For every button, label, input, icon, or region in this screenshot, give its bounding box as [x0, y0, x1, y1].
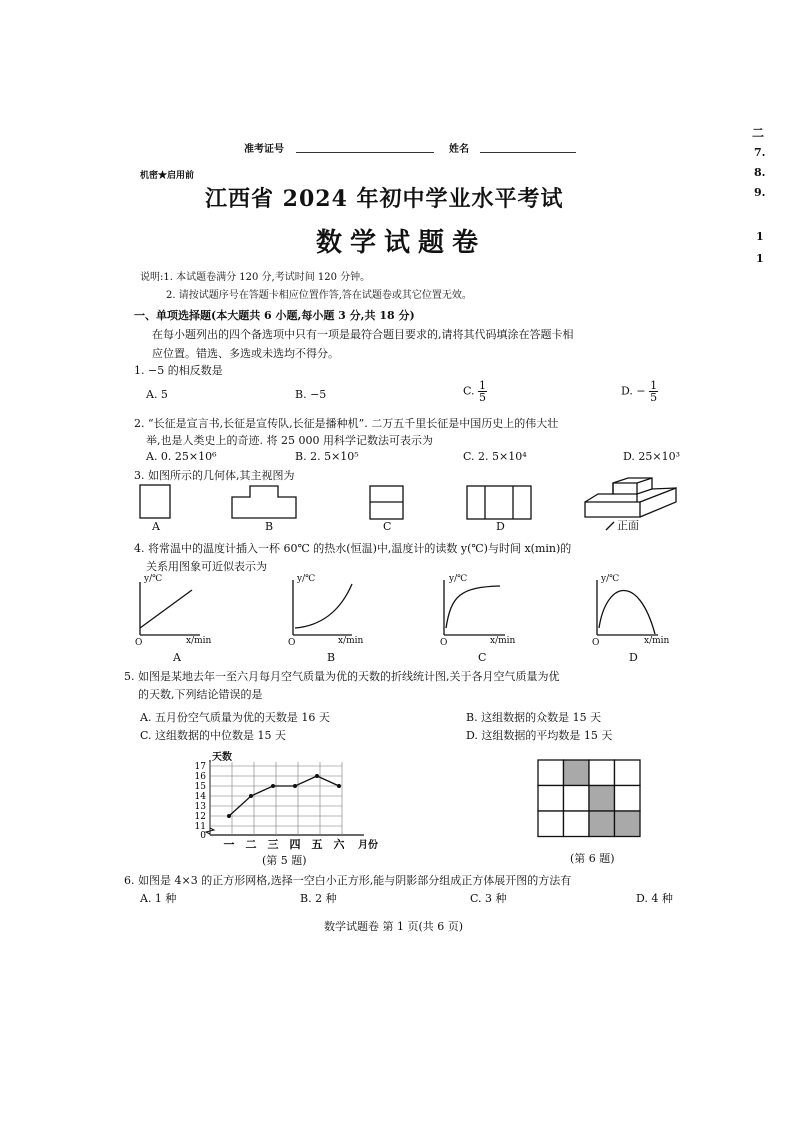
side-text-1: 二 [752, 126, 765, 140]
q6-cell-shaded [589, 811, 615, 837]
q5-option-d: D. 这组数据的平均数是 15 天 [466, 729, 613, 742]
q2-option-d: D. 25×10³ [623, 450, 681, 463]
q6-option-b: B. 2 种 [300, 892, 337, 905]
q6-cell-blank [538, 811, 564, 837]
q4-a-origin: O [135, 638, 143, 648]
q3-front-label: 正面 [617, 519, 639, 532]
section1-desc-1: 在每小题列出的四个备选项中只有一项是最符合题目要求的,请将其代码填涂在答题卡相 [152, 328, 574, 341]
q3-label-d: D [496, 520, 505, 533]
q4-c-ylabel: y/℃ [449, 574, 468, 584]
q5-stem-2: 的天数,下列结论错误的是 [138, 688, 263, 701]
q1-option-a: A. 5 [146, 388, 168, 401]
chart-y-tick-label: 16 [194, 772, 206, 782]
chart-y-tick-label: 12 [194, 812, 206, 822]
name-label: 姓名 [449, 144, 469, 155]
q4-d-origin: O [592, 638, 600, 648]
q1-c-numerator: 1 [479, 379, 487, 392]
q4-b-origin: O [288, 638, 296, 648]
q4-b-ylabel: y/℃ [297, 574, 316, 584]
q4-label-b: B [327, 651, 336, 664]
section1-desc-2: 应位置。错选、多选或未选均不得分。 [152, 347, 339, 360]
chart-x-tick-label: 三 [267, 838, 279, 851]
q6-stem: 6. 如图是 4×3 的正方形网格,选择一空白小正方形,能与阴影部分组成正方体展开图的方法有 [124, 874, 572, 887]
q5-option-b: B. 这组数据的众数是 15 天 [466, 711, 602, 724]
q4-label-d: D [629, 651, 638, 664]
exam-title: 江西省 2024 年初中学业水平考试 [205, 186, 564, 212]
q2-option-b: B. 2. 5×10⁵ [295, 450, 359, 463]
chart-y-tick-label: 17 [194, 762, 206, 772]
q4-a-xlabel: x/min [186, 636, 212, 646]
q1-option-b: B. −5 [295, 388, 327, 401]
q6-cell-shaded [615, 811, 641, 837]
secret-mark: 机密★启用前 [140, 171, 195, 181]
q5-caption: (第 5 题) [262, 854, 307, 867]
instruction-1: 说明:1. 本试题卷满分 120 分,考试时间 120 分钟。 [140, 272, 371, 283]
q2-option-a: A. 0. 25×10⁶ [146, 450, 217, 463]
q6-option-d: D. 4 种 [636, 892, 673, 905]
q3-label-c: C [383, 520, 392, 533]
q6-cell-shaded [564, 760, 590, 786]
side-text-4: 9. [754, 186, 766, 199]
q5-option-a: A. 五月份空气质量为优的天数是 16 天 [140, 711, 330, 724]
q4-c-xlabel: x/min [490, 636, 516, 646]
q6-cell-blank [564, 811, 590, 837]
page-footer: 数学试题卷 第 1 页(共 6 页) [324, 920, 464, 933]
q4-d-ylabel: y/℃ [601, 574, 620, 584]
q1-d-numerator: 1 [650, 379, 658, 392]
side-text-5: 1 [756, 230, 764, 243]
chart-y-tick-label: 0 [200, 831, 206, 841]
q1-c-denominator: 5 [479, 391, 487, 404]
q3-label-a: A [152, 520, 160, 533]
q6-cell-blank [538, 760, 564, 786]
q6-caption: (第 6 题) [570, 852, 615, 865]
q6-option-a: A. 1 种 [140, 892, 177, 905]
side-text-3: 8. [754, 166, 766, 179]
chart-ylabel: 天数 [212, 752, 232, 763]
q6-option-c: C. 3 种 [470, 892, 507, 905]
chart-y-tick-label: 14 [194, 792, 206, 802]
chart-y-tick-label: 13 [194, 802, 206, 812]
q4-stem-1: 4. 将常温中的温度计插入一杯 60℃ 的热水(恒温)中,温度计的读数 y(℃)与时间 x(min)的 [134, 542, 572, 555]
q3-stem: 3. 如图所示的几何体,其主视图为 [134, 469, 295, 482]
chart-y-tick-label: 15 [194, 782, 206, 792]
side-text-2: 7. [754, 146, 766, 159]
side-text-6: 1 [756, 252, 764, 265]
paper-subtitle: 数学试题卷 [316, 228, 487, 258]
q2-option-c: C. 2. 5×10⁴ [463, 450, 527, 463]
q4-label-c: C [478, 651, 487, 664]
exam-id-label: 准考证号 [244, 144, 284, 155]
q6-cell-shaded [589, 786, 615, 812]
q4-stem-2: 关系用图象可近似表示为 [146, 560, 267, 573]
q4-d-xlabel: x/min [644, 636, 670, 646]
q4-c-origin: O [440, 638, 448, 648]
q6-cell-blank [589, 760, 615, 786]
chart-y-tick-label: 11 [194, 822, 206, 832]
q4-label-a: A [173, 651, 181, 664]
q1-option-d-prefix: D. − [621, 384, 646, 398]
q4-b-xlabel: x/min [338, 636, 364, 646]
q5-option-c: C. 这组数据的中位数是 15 天 [140, 729, 287, 742]
q2-stem-2: 举,也是人类史上的奇迹. 将 25 000 用科学记数法可表示为 [146, 434, 433, 447]
q6-cell-blank [538, 786, 564, 812]
chart-x-tick-label: 六 [333, 838, 345, 851]
chart-x-tick-label: 五 [311, 838, 323, 851]
instruction-2: 2. 请按试题序号在答题卡相应位置作答,答在试题卷或其它位置无效。 [166, 290, 472, 301]
q6-cell-blank [615, 760, 641, 786]
q6-cell-blank [615, 786, 641, 812]
q1-option-c-prefix: C. [463, 384, 475, 398]
chart-x-tick-label: 四 [289, 838, 301, 851]
q6-cell-blank [564, 786, 590, 812]
q1-stem: 1. −5 的相反数是 [134, 364, 223, 377]
chart-xlabel: 月份 [358, 840, 378, 851]
q1-d-denominator: 5 [650, 391, 658, 404]
q4-a-ylabel: y/℃ [144, 574, 163, 584]
section1-heading: 一、单项选择题(本大题共 6 小题,每小题 3 分,共 18 分) [134, 309, 415, 322]
q3-label-b: B [265, 520, 274, 533]
chart-x-tick-label: 二 [245, 838, 257, 851]
q2-stem-1: 2. “长征是宣言书,长征是宣传队,长征是播种机”. 二万五千里长征是中国历史上的伟大壮 [134, 417, 559, 430]
q5-stem-1: 5. 如图是某地去年一至六月每月空气质量为优的天数的折线统计图,关于各月空气质量为优 [124, 670, 560, 683]
chart-x-tick-label: 一 [223, 838, 235, 851]
